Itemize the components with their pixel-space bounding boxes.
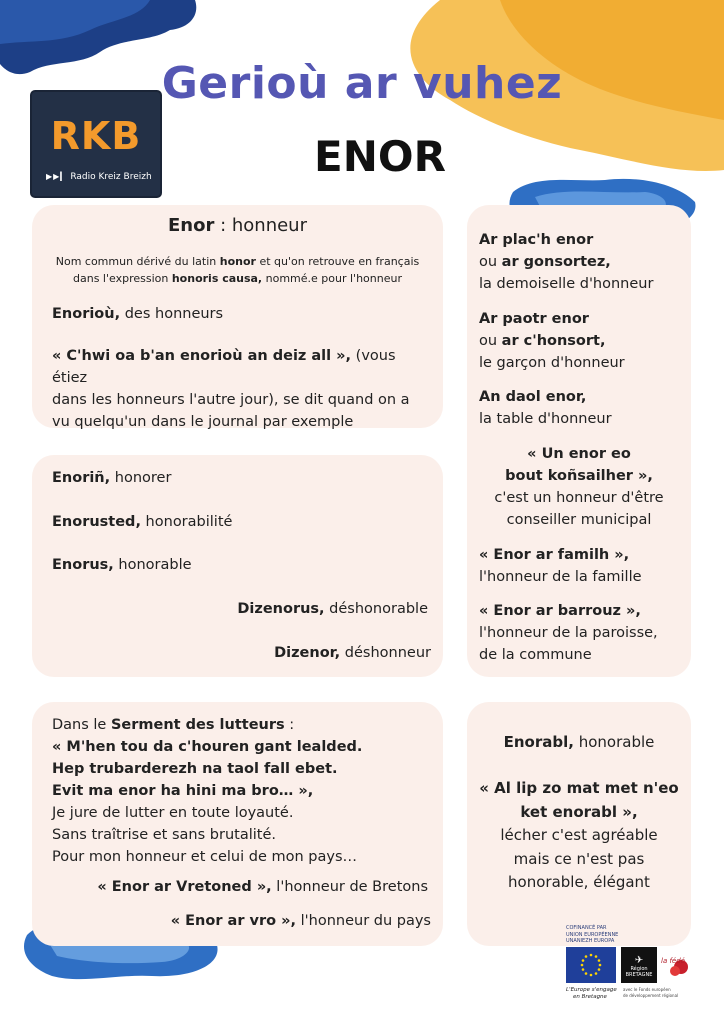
logo-name: RKB (50, 114, 142, 158)
page-title: Gerioù ar vuhez (161, 58, 563, 109)
logo-subtitle (46, 172, 152, 182)
fund-line-2: de développement régional (623, 993, 679, 998)
etymology-line-2: dans l'expression honoris causa, nommé.e pour l'honneur (73, 272, 402, 285)
derived-word-3: Enorus, honorable (52, 557, 192, 573)
cofinance-label: COFINANCÉ PAR (566, 925, 607, 931)
expression-conseiller: « Un enor eo bout koñsailher », c'est un honneur d'être conseiller municipal (494, 446, 664, 528)
derived-word-5: Dizenor, déshonneur (274, 645, 431, 661)
expression-quote: « C'hwi oa b'an enorioù an deiz all », (vous étiez dans les honneurs l'autre jour), se dit quand on a vu quelqu'un dans le journal par exemple (52, 348, 410, 430)
derived-words-card (32, 455, 443, 677)
example-bretons: « Enor ar Vretoned », l'honneur de Bretons (97, 879, 428, 895)
play-forward-icon: ▶▶▎ (46, 172, 68, 181)
rkb-logo (32, 92, 160, 196)
eu-label-2: UNANIEZH EUROPA (566, 938, 615, 944)
sponsor-logos (563, 925, 693, 1015)
eu-flag-icon (566, 947, 616, 983)
expression-table: An daol enor, la table d'honneur (479, 389, 612, 427)
wrestlers-oath-card (32, 702, 443, 946)
enorabl-definition: Enorabl, honorable (503, 733, 655, 751)
eu-label-1: UNION EUROPÉENNE (566, 932, 619, 938)
slogan-line-2: en Bretagne (573, 994, 607, 1000)
expression-garcon: Ar paotr enor ou ar c'honsort, le garçon d'honneur (479, 311, 625, 371)
slogan-line-1: L'Europe s'engage (566, 987, 617, 993)
expression-demoiselle: Ar plac'h enor ou ar gonsortez, la demoiselle d'honneur (479, 232, 654, 292)
definition-card (32, 205, 443, 428)
expressions-card (467, 205, 691, 677)
expression-paroisse: « Enor ar barrouz », l'honneur de la paroisse, de la commune (479, 603, 658, 663)
oath-text: « M'hen tou da c'houren gant lealded. Hep trubarderezh na taol fall ebet. Evit ma enor ha hini ma bro… », Je jure de lutter en toute loyauté. Sans traîtrise et sans brutalité. Pour mon honneur et celui de mon pays… (52, 739, 363, 865)
featured-word: ENOR (314, 132, 446, 181)
definition-heading: Enor : honneur (168, 215, 307, 236)
example-pays: « Enor ar vro », l'honneur du pays (170, 913, 431, 929)
derived-word-1: Enoriñ, honorer (52, 470, 172, 486)
region-bretagne-logo: ✈ Région BRETAGNE (621, 947, 657, 983)
fund-line-1: avec le Fonds européen (623, 987, 671, 992)
plural-entry: Enorioù, des honneurs (52, 306, 224, 322)
enorabl-card (467, 702, 691, 946)
expression-famille: « Enor ar familh », l'honneur de la famille (479, 547, 642, 585)
derived-word-2: Enorusted, honorabilité (52, 514, 233, 530)
oath-intro: Dans le Serment des lutteurs : (52, 717, 295, 733)
etymology-line-1: Nom commun dérivé du latin honor et qu'on retrouve en français (55, 255, 420, 268)
enorabl-quote: « Al lip zo mat met n'eo ket enorabl », lécher c'est agréable mais ce n'est pas honorable, élégant (479, 779, 679, 891)
derived-word-4: Dizenorus, déshonorable (237, 601, 428, 617)
logo-subtitle-text: Radio Kreiz Breizh (70, 172, 152, 182)
fede-logo: la fédé (661, 945, 691, 983)
